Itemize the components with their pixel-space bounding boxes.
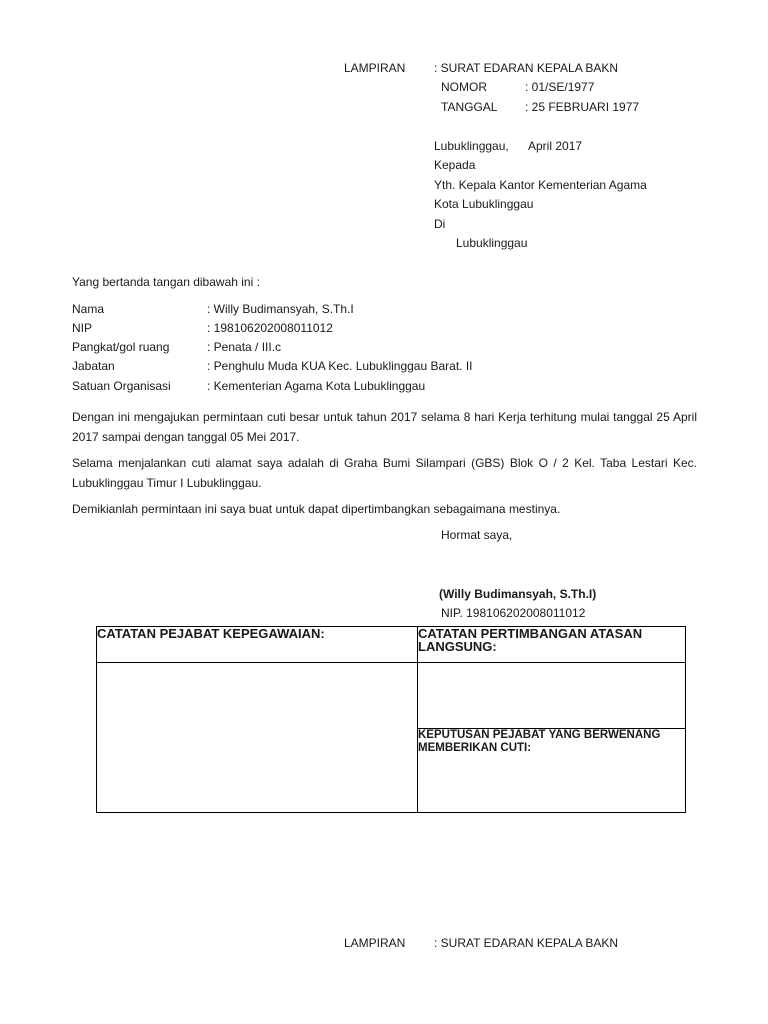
identity-label: Pangkat/gol ruang xyxy=(72,340,170,354)
signatory-nip: NIP. 198106202008011012 xyxy=(441,606,586,620)
decision-header-line1: KEPUTUSAN PEJABAT YANG BERWENANG xyxy=(418,729,661,741)
intro-line: Yang bertanda tangan dibawah ini : xyxy=(72,275,260,289)
body-paragraph-closing: Demikianlah permintaan ini saya buat untuk dapat dipertimbangkan sebagaimana mestinya. xyxy=(72,502,561,516)
lampiran-value: : SURAT EDARAN KEPALA BAKN xyxy=(434,61,619,75)
tanggal-label: TANGGAL xyxy=(441,100,498,114)
identity-label: Satuan Organisasi xyxy=(72,379,171,393)
di-line: Di xyxy=(434,217,446,231)
nomor-value: : 01/SE/1977 xyxy=(525,80,595,94)
identity-label: Nama xyxy=(72,302,105,316)
lampiran-label: LAMPIRAN xyxy=(344,61,406,75)
recipient-city: Kota Lubuklinggau xyxy=(434,197,534,211)
identity-label: Jabatan xyxy=(72,359,115,373)
identity-value: : Kementerian Agama Kota Lubuklinggau xyxy=(207,379,426,393)
letter-date: April 2017 xyxy=(528,139,583,153)
closing-greeting: Hormat saya, xyxy=(441,528,513,542)
notes-cell-personnel-header xyxy=(97,627,418,663)
recipient-location: Lubuklinggau xyxy=(456,236,528,250)
notes-table xyxy=(96,626,686,813)
notes-cell-supervisor-header xyxy=(418,627,686,663)
supervisor-notes-header-line2: LANGSUNG: xyxy=(418,639,497,654)
identity-value: : Willy Budimansyah, S.Th.I xyxy=(207,302,354,316)
body-paragraph-request: Dengan ini mengajukan permintaan cuti besar untuk tahun 2017 selama 8 hari Kerja terhitung mulai tanggal 25 April 2017 sampai dengan tanggal 05 Mei 2017. xyxy=(72,410,697,444)
identity-value: : Penata / III.c xyxy=(207,340,282,354)
identity-value: : 198106202008011012 xyxy=(207,321,333,335)
personnel-notes-header: CATATAN PEJABAT KEPEGAWAIAN: xyxy=(97,626,325,641)
nomor-label: NOMOR xyxy=(441,80,487,94)
recipient-line: Yth. Kepala Kantor Kementerian Agama xyxy=(434,178,647,192)
identity-value: : Penghulu Muda KUA Kec. Lubuklinggau Barat. II xyxy=(207,359,473,373)
decision-header-line2: MEMBERIKAN CUTI: xyxy=(418,742,532,754)
lampiran-label-page2: LAMPIRAN xyxy=(344,936,406,950)
kepada-line: Kepada xyxy=(434,158,476,172)
body-paragraph-address: Selama menjalankan cuti alamat saya adalah di Graha Bumi Silampari (GBS) Blok O / 2 Kel. Taba Lestari Kec. Lubuklinggau Timur I Lubuklinggau. xyxy=(72,456,697,490)
personnel-notes-area xyxy=(97,663,418,813)
supervisor-notes-header-line1: CATATAN PERTIMBANGAN ATASAN xyxy=(418,626,643,641)
tanggal-value: : 25 FEBRUARI 1977 xyxy=(525,100,640,114)
supervisor-notes-area xyxy=(418,663,686,729)
signatory-name: (Willy Budimansyah, S.Th.I) xyxy=(439,587,597,601)
letter-place: Lubuklinggau, xyxy=(434,139,509,153)
identity-label: NIP xyxy=(72,321,93,335)
decision-cell xyxy=(418,729,686,813)
lampiran-value-page2: : SURAT EDARAN KEPALA BAKN xyxy=(434,936,619,950)
